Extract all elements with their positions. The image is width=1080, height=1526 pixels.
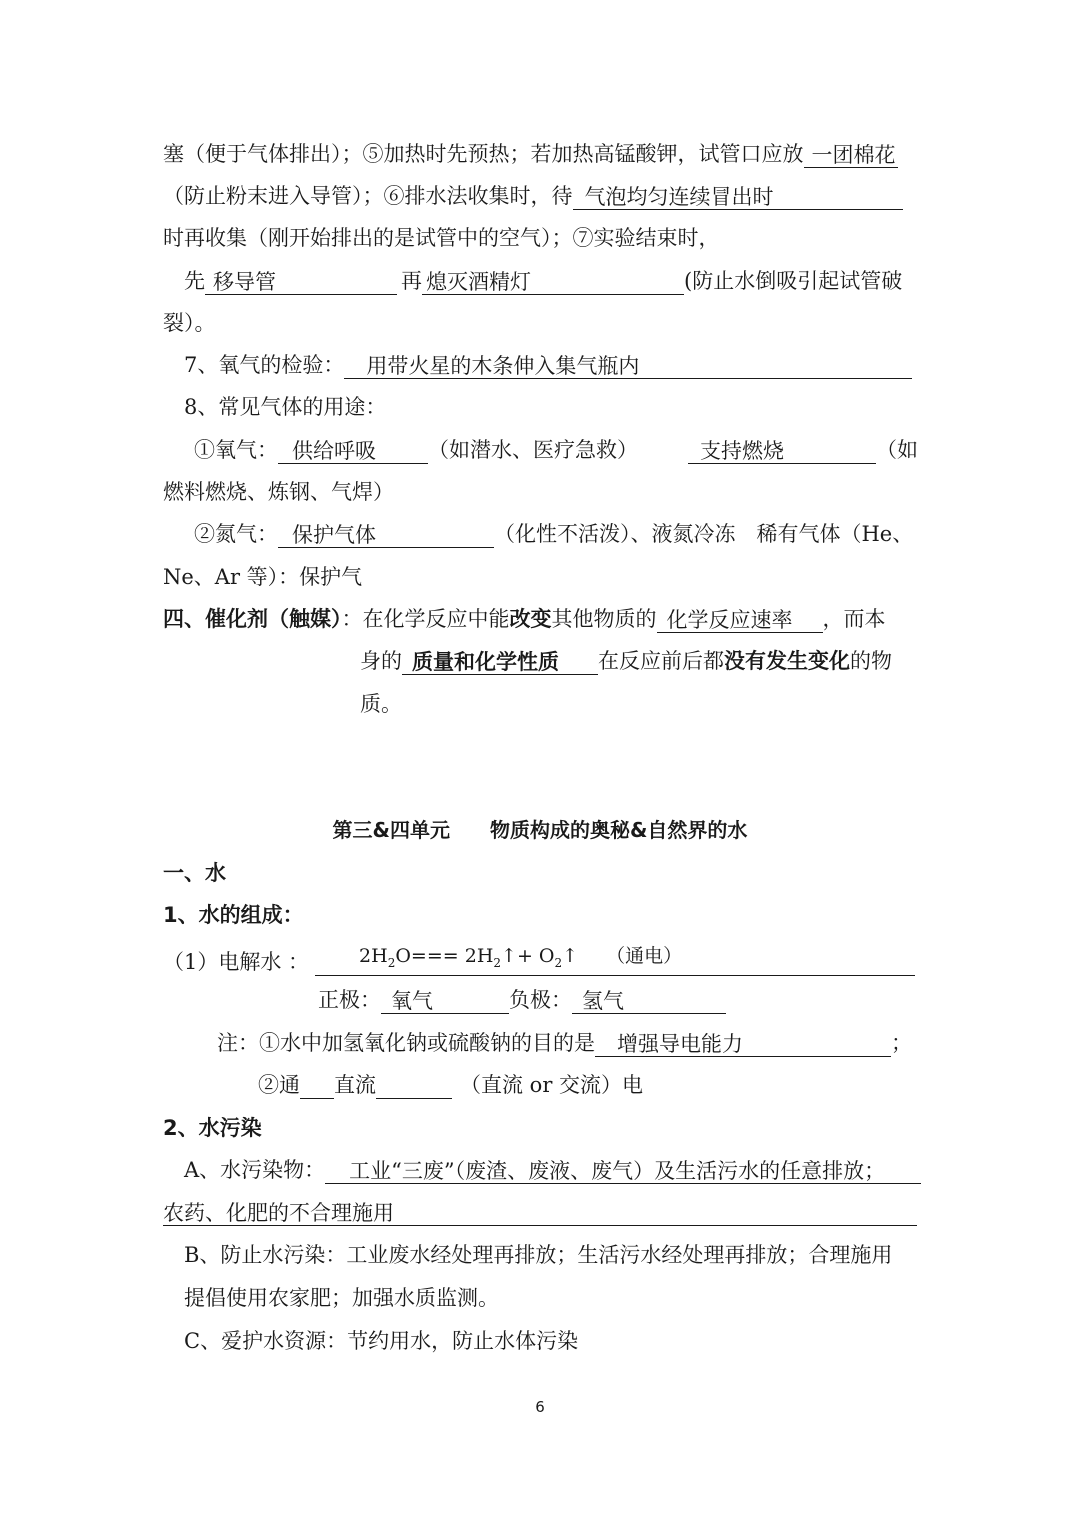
blank-answer: 农药、化肥的不合理施用 [163,1201,917,1226]
blank-answer: 移导管 [205,270,397,295]
note-2: ②通 直流 （直流 or 交流）电 [258,1073,644,1097]
line-7: 8、常见气体的用途： [184,395,387,419]
line-2: （防止粉末进入导管）；⑥排水法收集时，待 气泡均匀连续冒出时 [163,182,903,210]
line-3: 时再收集（刚开始排出的是试管中的空气）；⑦实验结束时， [163,226,720,250]
line-14: 质。 [360,692,402,716]
blank-answer: 增强导电能力 [595,1032,891,1057]
blank-answer: 用带火星的木条伸入集气瓶内 [344,354,912,379]
section-heading: 四、催化剂（触媒） [163,607,342,631]
electrode-line: 正极： 氧气 负极： 氢气 [318,986,726,1014]
blank-answer: 保护气体 [278,523,494,548]
blank-short [376,1098,452,1099]
note-1: 注：①水中加氢氧化钠或硫酸钠的目的是 增强导电能力 ； [217,1031,912,1056]
blank-answer: 一团棉花 [804,143,898,168]
blank-answer: 化学反应速率 [657,608,823,633]
catalyst-definition: 四、催化剂（触媒）：在化学反应中能改变其他物质的 化学反应速率 ，而本 [163,607,886,632]
line-9: 燃料燃烧、炼钢、气焊） [163,480,394,504]
line-8: ①氧气： 供给呼吸 （如潜水、医疗急救） 支持燃烧 （如 [194,438,918,463]
blank-answer: 熄灭酒精灯 [422,270,684,295]
unit-title: 第三&四单元 物质构成的奥秘&自然界的水 [332,818,748,842]
pollution-b: B、防止水污染：工业废水经处理再排放；生活污水经处理再排放；合理施用 [184,1243,893,1267]
blank-answer: 供给呼吸 [278,439,428,464]
pollution-a: A、水污染物： 工业“三废”（废渣、废液、废气）及生活污水的任意排放； [184,1156,921,1184]
line-13: 身的 质量和化学性质 在反应前后都没有发生变化的物 [360,649,892,674]
page-number: 6 [535,1398,545,1416]
blank-answer: 氢气 [572,989,726,1014]
electrolysis-equation: $2H_2O===$ $2H_2↑+$ $O_2↑$ （通电） [315,944,915,976]
blank-answer: 氧气 [381,989,509,1014]
line-11: Ne、Ar 等）：保护气 [163,565,363,589]
line-1: 塞（便于气体排出）；⑤加热时先预热；若加热高锰酸钾，试管口应放 一团棉花 [163,142,896,167]
blank-answer: 工业“三废”（废渣、废液、废气）及生活污水的任意排放； [325,1159,921,1184]
line-4: 先 移导管 再 熄灭酒精灯 (防止水倒吸引起试管破 [184,269,903,294]
line-5: 裂）。 [163,311,216,335]
blank-answer: 支持燃烧 [688,439,876,464]
pollution-a-2 [163,1198,917,1226]
blank-answer: 气泡均匀连续冒出时 [573,185,903,210]
pollution-c: C、爱护水资源：节约用水，防止水体污染 [184,1329,579,1353]
pollution-b-2: 提倡使用农家肥；加强水质监测。 [184,1286,499,1310]
line-6: 7、氧气的检验： 用带火星的木条伸入集气瓶内 [184,351,912,379]
line-10: ②氮气： 保护气体 （化性不活泼）、液氮冷冻 稀有气体（He、 [194,522,914,547]
blank-short [300,1098,334,1099]
electrolysis-line: （1）电解水 ： $2H_2O===$ $2H_2↑+$ $O_2↑$ （通电） [163,944,915,976]
heading-composition: 1、水的组成： [163,903,304,927]
heading-water: 一、水 [163,861,226,885]
heading-pollution: 2、水污染 [163,1116,262,1140]
blank-answer: 质量和化学性质 [402,650,598,675]
